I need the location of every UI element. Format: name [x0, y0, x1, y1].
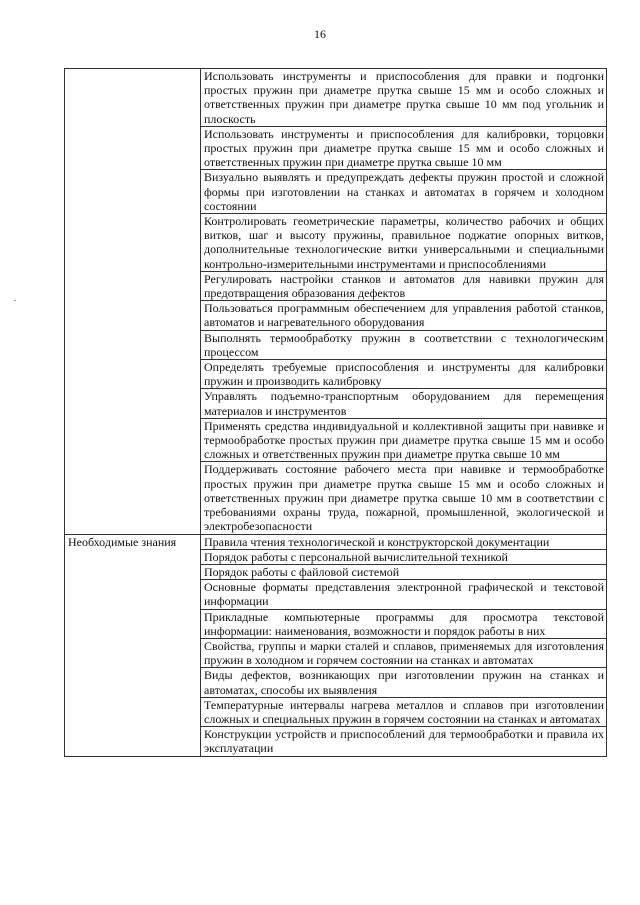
skill-item: Выполнять термообработку пружин в соответствии с технологическим процессом	[201, 330, 607, 359]
knowledge-item: Порядок работы с персональной вычислительной техникой	[201, 549, 607, 564]
table-row	[65, 69, 607, 127]
skill-item: Контролировать геометрические параметры, количество рабочих и общих витков, шаг и высоту пружины, правильное поджатие опорных витков, дополнительные технологические витки универсальными и специальными контрольно-измерительными инструментами и приспособлениями	[201, 214, 607, 272]
skills-label-cell	[65, 69, 201, 535]
skill-item: Применять средства индивидуальной и коллективной защиты при навивке и термообработке простых пружин при диаметре прутка свыше 15 мм и особо сложных и ответственных пружин при диаметре прутка свыше 10 мм	[201, 418, 607, 462]
skill-item: Регулировать настройки станков и автоматов для навивки пружин для предотвращения образования дефектов	[201, 271, 607, 300]
page-number: 16	[314, 27, 326, 41]
skill-item: Управлять подъемно-транспортным оборудованием для перемещения материалов и инструментов	[201, 389, 607, 418]
skill-item: Пользоваться программным обеспечением для управления работой станков, автоматов и нагревательного оборудования	[201, 301, 607, 330]
knowledge-label: Необходимые знания	[65, 534, 201, 756]
skill-item: Визуально выявлять и предупреждать дефекты пружин простой и сложной формы при изготовлении на станках и автоматах в горячем и холодном состоянии	[201, 170, 607, 214]
knowledge-item: Прикладные компьютерные программы для просмотра текстовой информации: наименования, возможности и порядок работы в них	[201, 609, 607, 638]
skill-item: Определять требуемые приспособления и инструменты для калибровки пружин и производить калибровку	[201, 360, 607, 389]
skill-item: Поддерживать состояние рабочего места при навивке и термообработке простых пружин при диаметре прутка свыше 15 мм и особо сложных и ответственных пружин при диаметре прутка свыше 10 мм в соответствии с требованиями охраны труда, пожарной, промышленной, экологической и электробезопасности	[201, 462, 607, 534]
knowledge-item: Правила чтения технологической и конструкторской документации	[201, 534, 607, 549]
knowledge-item: Основные форматы представления электронной графической и текстовой информации	[201, 580, 607, 609]
knowledge-item: Конструкции устройств и приспособлений для термообработки и правила их эксплуатации	[201, 727, 607, 756]
knowledge-item: Виды дефектов, возникающих при изготовлении пружин на станках и автоматах, способы их выявления	[201, 668, 607, 697]
skill-item: Использовать инструменты и приспособления для калибровки, торцовки простых пружин при диаметре прутка свыше 15 мм и особо сложных и ответственных пружин при диаметре прутка свыше 10 мм	[201, 126, 607, 170]
scan-artifact	[14, 300, 16, 301]
knowledge-item: Порядок работы с файловой системой	[201, 564, 607, 579]
knowledge-item: Температурные интервалы нагрева металлов и сплавов при изготовлении сложных и специальных пружин в горячем состоянии на станках и автоматах	[201, 697, 607, 726]
requirements-table	[64, 68, 607, 757]
knowledge-item: Свойства, группы и марки сталей и сплавов, применяемых для изготовления пружин в холодном и горячем состоянии на станках и автоматах	[201, 638, 607, 667]
skill-item: Использовать инструменты и приспособления для правки и подгонки простых пружин при диаметре прутка свыше 15 мм и особо сложных и ответственных пружин при диаметре прутка свыше 10 мм под угольник и плоскость	[201, 69, 607, 127]
table-row	[65, 534, 607, 549]
